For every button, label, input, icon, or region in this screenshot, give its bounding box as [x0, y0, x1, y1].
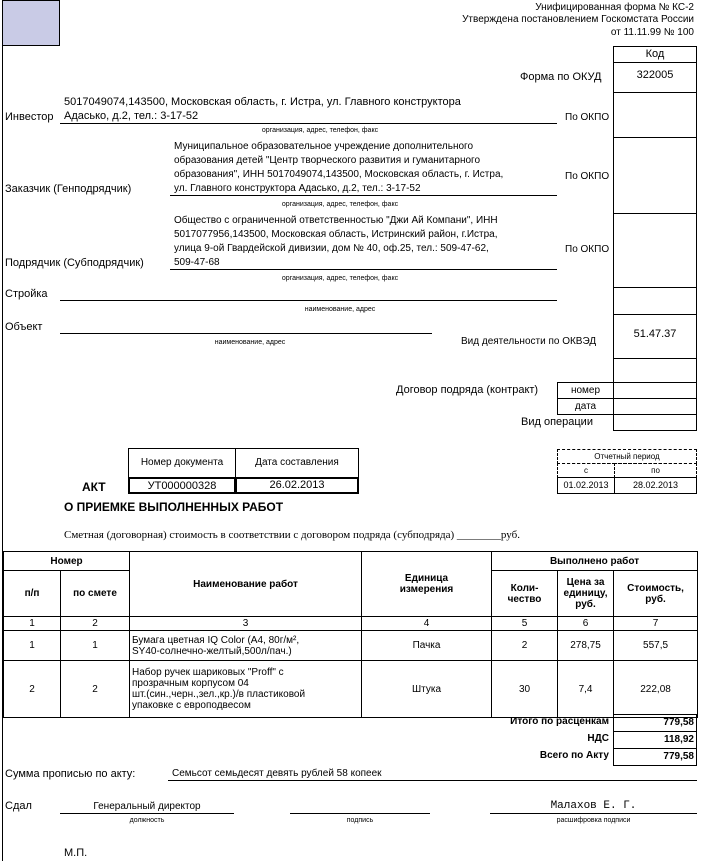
row-name-line: упаковке с европодвесом	[132, 700, 251, 711]
object-line	[60, 333, 432, 334]
contractor-line3: улица 9-ой Гвардейской дивизии, дом № 40, оф.25, тел.: 509-47-62,	[174, 243, 489, 254]
name-text: Малахов Е. Г.	[550, 800, 637, 812]
colnum-5: 5	[492, 617, 558, 631]
investor-caption: организация, адрес, телефон, факс	[261, 127, 379, 134]
customer-line2: образования детей "Центр творческого развития и гуманитарного	[174, 155, 481, 166]
row-price: 7,4	[558, 661, 614, 718]
okved-label: Вид деятельности по ОКВЭД	[461, 336, 597, 347]
row-pp: 1	[4, 631, 61, 661]
contract-number-label	[557, 382, 614, 399]
okpo-contractor-cell	[613, 213, 697, 288]
code-header: Код	[613, 46, 697, 63]
signature-caption: подпись	[346, 817, 374, 824]
h-qty	[492, 571, 558, 617]
form-header-line3: от 11.11.99 № 100	[610, 27, 694, 38]
sum-line	[168, 780, 697, 781]
sdal-label: Сдал	[5, 800, 32, 812]
doc-number-header-text: Номер документа	[140, 457, 224, 468]
site-label: Стройка	[5, 288, 48, 300]
itogo-label: Итого по расценкам	[510, 716, 609, 727]
left-border	[2, 0, 3, 861]
colnum-4: 4	[362, 617, 492, 631]
operation-cell	[613, 414, 697, 431]
period-header	[557, 449, 697, 464]
contractor-line4: 509-47-68	[174, 257, 220, 268]
h-unit2: измерения	[399, 584, 454, 595]
table-row	[4, 661, 698, 718]
works-table	[3, 551, 698, 718]
row-name-line: шт.(син.,черн.,зел.,кр.)/в пластиковой	[132, 689, 306, 700]
okved-value: 51.47.37	[613, 314, 697, 359]
sum-label: Сумма прописью по акту:	[5, 768, 136, 780]
h-unit	[362, 552, 492, 617]
row-name-line: SY40-солнечно-желтый,500л/пач.)	[132, 645, 292, 657]
row-unit: Пачка	[362, 631, 492, 661]
estimate-text: Сметная (договорная) стоимость в соответствии с договором подряда (субподряда) ________руб.	[64, 529, 520, 541]
row-name-line: прозрачным корпусом 04	[132, 678, 249, 689]
contract-date-label	[557, 398, 614, 415]
table-row	[4, 631, 698, 661]
contractor-line	[170, 269, 557, 270]
total-value: 779,58	[613, 748, 697, 766]
contractor-line2: 5017077956,143500, Московская область, Истринский район, г.Истра,	[174, 229, 498, 240]
period-from-text: 01.02.2013	[563, 480, 609, 490]
period-to-label	[614, 463, 697, 478]
h-pp: п/п	[4, 571, 61, 617]
period-from-label-text: с	[584, 466, 588, 475]
customer-line1: Муниципальное образовательное учреждение дополнительного	[174, 141, 474, 152]
doc-number-text: УТ000000328	[147, 480, 217, 492]
corner-mark	[2, 0, 60, 46]
okpo-investor-label: По ОКПО	[565, 112, 610, 123]
h-price1: Цена за	[566, 577, 605, 588]
doc-date-value	[235, 477, 359, 494]
investor-line	[60, 123, 557, 124]
act-subtitle: О ПРИЕМКЕ ВЫПОЛНЕННЫХ РАБОТ	[64, 500, 284, 514]
sum-text: Семьсот семьдесят девять рублей 58 копеек	[172, 768, 382, 779]
contract-date-text: дата	[574, 401, 597, 412]
customer-line3: образования", ИНН 5017049074,143500, Московская область, г. Истра,	[174, 169, 504, 180]
period-to-text: 28.02.2013	[632, 480, 679, 490]
h-price	[558, 571, 614, 617]
signature-line	[290, 813, 430, 814]
okud-label: Форма по ОКУД	[520, 71, 602, 83]
period-header-text: Отчетный период	[594, 452, 660, 461]
contractor-label: Подрядчик (Субподрядчик)	[5, 257, 144, 269]
period-from-label	[557, 463, 615, 478]
h-qty1: Коли-	[510, 582, 539, 594]
colnum-6: 6	[558, 617, 614, 631]
form-header-line2: Утверждена постановлением Госкомстата России	[462, 14, 694, 25]
row-qty: 30	[492, 661, 558, 718]
customer-line4: ул. Главного конструктора Адасько, д.2, тел.: 3-17-52	[174, 183, 421, 194]
okpo-investor-cell	[613, 92, 697, 138]
doc-number-header	[128, 448, 236, 478]
h-smeta: по смете	[61, 571, 130, 617]
position-caption: должность	[129, 817, 165, 824]
act-title: АКТ	[82, 480, 106, 494]
doc-date-text: 26.02.2013	[269, 479, 325, 491]
doc-date-header-text: Дата составления	[255, 457, 339, 468]
contract-number-cell	[613, 382, 697, 399]
investor-line1: 5017049074,143500, Московская область, г. Истра, ул. Главного конструктора	[64, 96, 461, 108]
position-line	[60, 813, 234, 814]
total-label: Всего по Акту	[539, 750, 609, 761]
colnum-1: 1	[4, 617, 61, 631]
okpo-customer-cell	[613, 137, 697, 214]
contract-number-text: номер	[570, 385, 601, 396]
row-pp: 2	[4, 661, 61, 718]
row-name	[130, 631, 362, 661]
row-smeta: 2	[61, 661, 130, 718]
h-cost2: руб.	[645, 593, 666, 605]
row-cost: 222,08	[614, 661, 698, 718]
row-name-line: Набор ручек шариковых "Proff" с	[132, 667, 284, 678]
form-header-line1: Унифицированная форма № КС-2	[535, 2, 694, 13]
nds-value: 118,92	[613, 731, 697, 749]
row-unit: Штука	[362, 661, 492, 718]
okpo-contractor-label: По ОКПО	[565, 244, 610, 255]
colnum-7: 7	[614, 617, 698, 631]
customer-line	[170, 195, 557, 196]
site-code-cell	[613, 287, 697, 315]
doc-date-header	[235, 448, 359, 478]
itogo-value: 779,58	[613, 714, 697, 732]
name-line	[490, 813, 697, 814]
row-name	[130, 661, 362, 718]
site-caption: наименование, адрес	[304, 306, 376, 313]
operation-label: Вид операции	[521, 416, 593, 428]
h-name: Наименование работ	[130, 552, 362, 617]
h-price2: единицу,	[563, 588, 608, 599]
h-number: Номер	[4, 552, 130, 571]
mp-label: М.П.	[64, 847, 88, 859]
contractor-line1: Общество с ограниченной ответственностью "Джи Ай Компани", ИНН	[174, 215, 498, 226]
name-caption: расшифровка подписи	[556, 817, 631, 824]
okpo-customer-label: По ОКПО	[565, 171, 610, 182]
colnum-3: 3	[130, 617, 362, 631]
contract-date-cell	[613, 398, 697, 415]
investor-label: Инвестор	[5, 111, 54, 123]
object-caption: наименование, адрес	[214, 339, 286, 346]
h-qty2: чество	[507, 593, 542, 605]
customer-caption: организация, адрес, телефон, факс	[281, 201, 399, 208]
row-smeta: 1	[61, 631, 130, 661]
investor-line2: Адасько, д.2, тел.: 3-17-52	[64, 110, 199, 122]
customer-label: Заказчик (Генподрядчик)	[5, 183, 132, 195]
row-price: 278,75	[558, 631, 614, 661]
h-cost1: Стоимость,	[627, 582, 684, 594]
row-qty: 2	[492, 631, 558, 661]
contractor-caption: организация, адрес, телефон, факс	[281, 275, 399, 282]
h-cost	[614, 571, 698, 617]
row-cost: 557,5	[614, 631, 698, 661]
site-line	[60, 300, 557, 301]
period-to-label-text: по	[651, 466, 660, 475]
h-done: Выполнено работ	[492, 552, 698, 571]
okud-value: 322005	[613, 62, 697, 93]
position-text: Генеральный директор	[93, 801, 201, 812]
doc-number-value	[128, 477, 236, 494]
colnum-2: 2	[61, 617, 130, 631]
row-name-line: Бумага цветная IQ Color (А4, 80г/м²,	[132, 634, 300, 646]
empty-code-cell	[613, 358, 697, 383]
period-from-value	[557, 477, 615, 494]
object-label: Объект	[5, 321, 43, 333]
period-to-value	[614, 477, 697, 494]
nds-label: НДС	[587, 733, 609, 744]
h-unit1: Единица	[404, 573, 449, 584]
h-price3: руб.	[575, 599, 596, 610]
contract-label: Договор подряда (контракт)	[396, 384, 539, 396]
